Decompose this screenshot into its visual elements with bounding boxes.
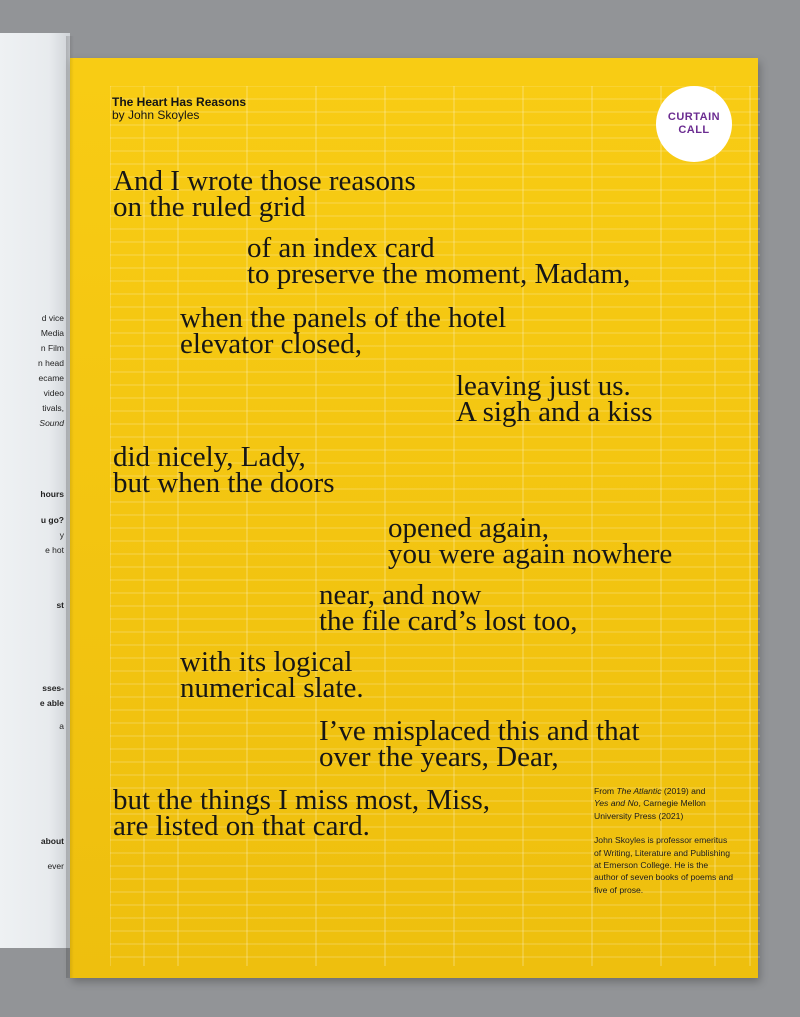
poem-line: I’ve misplaced this and that (319, 715, 640, 747)
left-text-fragment: video (43, 388, 64, 398)
badge-line-2: CALL (678, 124, 710, 136)
source-note (594, 785, 734, 822)
author-bio: John Skoyles is professor emeritus of Writing, Literature and Publishing at Emerson College. He is the author of seven books of poems and five of prose. (594, 835, 734, 895)
left-text-fragment: y (59, 530, 64, 540)
poem-line: of an index card (247, 232, 435, 264)
poem-title: The Heart Has Reasons (112, 95, 247, 109)
left-text-fragment: ecame (38, 373, 64, 383)
left-text-fragment: u go? (40, 515, 64, 525)
poem-line: elevator closed, (180, 328, 362, 360)
left-page (0, 33, 70, 948)
spine-shadow (66, 36, 74, 978)
curtain-call-badge (656, 86, 732, 162)
poem-notes (594, 785, 734, 908)
poem-line: near, and now (319, 579, 482, 611)
left-text-fragment: Sound (39, 418, 64, 428)
left-text-fragment: sses- (42, 683, 64, 693)
left-text-fragment: ever (47, 861, 64, 871)
poem-header (112, 96, 246, 122)
source-middle: (2019) and (661, 786, 706, 796)
left-text-fragment: n Film (40, 343, 64, 353)
poem-page (70, 58, 758, 978)
stanza (319, 579, 578, 637)
left-text-fragment: n head (38, 358, 64, 368)
poem-line: over the years, Dear, (319, 741, 559, 773)
source-prefix: From (594, 786, 617, 796)
left-text-fragment: tivals, (42, 403, 64, 413)
poem-line: but the things I miss most, Miss, (113, 784, 491, 816)
stanza (247, 232, 631, 290)
poem-line: did nicely, Lady, (113, 441, 306, 473)
poem-line: on the ruled grid (113, 191, 306, 223)
stanza (113, 165, 416, 223)
badge-line-1: CURTAIN (667, 111, 721, 123)
poem-line: are listed on that card. (113, 810, 370, 842)
left-text-fragment: e able (39, 698, 64, 708)
left-text-fragment: d vice (41, 313, 64, 323)
poem-line: but when the doors (113, 467, 335, 499)
stanza (180, 302, 507, 360)
source-publication: The Atlantic (616, 786, 662, 796)
poem-line: with its logical (180, 646, 353, 678)
poem-line: And I wrote those reasons (113, 165, 416, 197)
poem-line: leaving just us. (456, 370, 631, 402)
stanza (180, 646, 364, 704)
stanza (456, 370, 653, 428)
left-text-fragment: Media (40, 328, 64, 338)
stanza (113, 441, 335, 499)
left-text-fragment: about (40, 836, 64, 846)
stanza (113, 784, 491, 842)
poem-line: A sigh and a kiss (456, 396, 653, 428)
left-text-fragment: hours (40, 489, 64, 499)
poem-line: when the panels of the hotel (180, 302, 507, 334)
poem-line: to preserve the moment, Madam, (247, 258, 631, 290)
source-book: Yes and No (594, 798, 639, 809)
poem-byline: by John Skoyles (112, 108, 200, 122)
left-text-fragment: e hot (45, 545, 64, 555)
source-suffix: , Carnegie Mellon University Press (2021) (594, 798, 706, 821)
left-text-fragment: a (59, 721, 64, 731)
stanza (319, 715, 640, 773)
poem-line: numerical slate. (180, 672, 364, 704)
poem-line: you were again nowhere (388, 538, 673, 570)
stanza (388, 512, 673, 570)
poem-line: the file card’s lost too, (319, 605, 578, 637)
left-text-fragment: st (56, 600, 64, 610)
poem-line: opened again, (388, 512, 550, 544)
